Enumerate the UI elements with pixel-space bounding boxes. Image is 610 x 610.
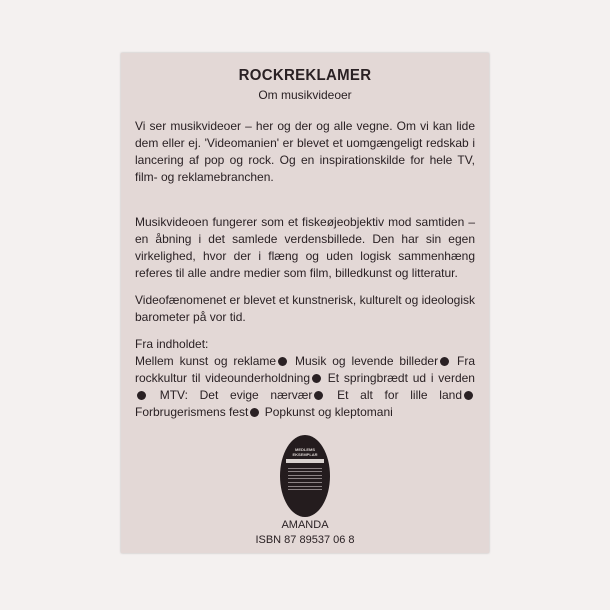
contents-item: Mellem kunst og reklame xyxy=(135,354,277,368)
contents-item: Forbrugerismens fest xyxy=(135,405,249,419)
bullet-icon xyxy=(314,391,323,400)
contents-heading: Fra indholdet: xyxy=(135,337,209,351)
member-copy-seal xyxy=(280,435,330,517)
bullet-icon xyxy=(464,391,473,400)
book-subtitle: Om musikvideoer xyxy=(258,88,352,102)
contents-item: MTV: Det evige nærvær xyxy=(159,388,313,402)
publisher-name: AMANDA xyxy=(281,519,329,531)
contents-item: Musik og levende billeder xyxy=(294,354,439,368)
contents-item: Fra rockkultur til videounderholdning xyxy=(135,354,475,385)
seal-text-line1: MEDLEMS xyxy=(295,447,315,452)
seal-text-line2: EKSEMPLAR xyxy=(292,452,318,457)
contents-item: Et alt for lille land xyxy=(337,388,462,402)
contents-item: Et springbrædt ud i verden xyxy=(327,371,475,385)
seal-bar xyxy=(286,459,324,463)
seal-fine-print xyxy=(288,465,322,493)
book-back-cover xyxy=(121,53,489,553)
blurb-paragraph-1: Vi ser musikvideoer – her og der og alle vegne. Om vi kan lide dem eller ej. 'Videomanien' er blevet et uomgængeligt redskab i lancering af pop og rock. Og en inspirationskilde for hele TV, film- og reklamebranchen. xyxy=(135,119,475,184)
bullet-icon xyxy=(312,374,321,383)
contents-list xyxy=(135,353,475,421)
bullet-icon xyxy=(250,408,259,417)
book-title: ROCKREKLAMER xyxy=(238,66,372,85)
bullet-icon xyxy=(278,357,287,366)
blurb-paragraph-2: Musikvideoen fungerer som et fiskeøjeobjektiv mod samtiden – en åbning i det samlede verdensbillede. Den har sin egen virkelighed, hvor der i flæng og uden logisk sammenhæng referes til alle andre medier som film, billedkunst og litteratur. xyxy=(135,215,475,280)
bullet-icon xyxy=(137,391,146,400)
contents-section xyxy=(135,336,475,421)
blurb-paragraph-3: Videofænomenet er blevet et kunstnerisk, kulturelt og ideologisk barometer på vor tid. xyxy=(135,293,475,324)
bullet-icon xyxy=(440,357,449,366)
isbn-number: ISBN 87 89537 06 8 xyxy=(255,534,355,546)
contents-item: Popkunst og kleptomani xyxy=(264,405,393,419)
